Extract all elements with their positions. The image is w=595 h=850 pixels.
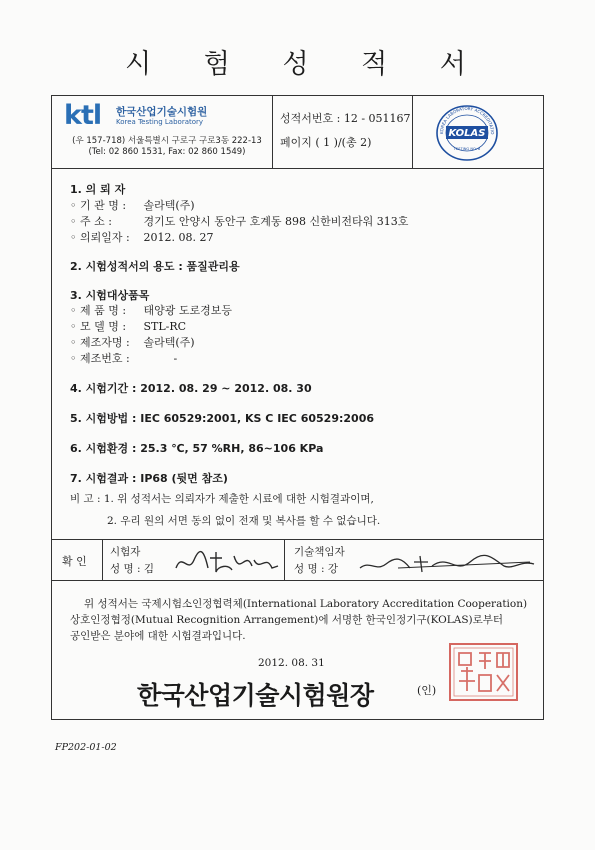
manufacturer-value: 솔라텍(주) <box>143 336 195 349</box>
header <box>52 96 543 169</box>
tech-manager-signature <box>358 550 538 576</box>
product-name-label: ◦ 제 품 명 : <box>70 304 127 317</box>
client-name-label: ◦ 기 관 명 : <box>70 199 127 212</box>
request-date-label: ◦ 의뢰일자 : <box>70 231 130 244</box>
tech-manager-cell <box>284 540 543 580</box>
issue-date: 2012. 08. 31 <box>258 657 325 669</box>
request-date-value: 2012. 08. 27 <box>143 231 214 244</box>
serial-number-value: - <box>173 352 178 365</box>
client-address-row <box>70 213 408 229</box>
tester-label: 시험자 <box>110 546 141 558</box>
form-number: FP202-01-02 <box>55 742 117 753</box>
statement-line-3: 공인받은 분야에 대한 시험결과입니다. <box>70 630 246 642</box>
org-block <box>52 96 273 168</box>
client-address-value: 경기도 안양시 동안구 호계동 898 신한비전타워 313호 <box>143 215 409 228</box>
manufacturer-row <box>70 334 195 350</box>
model-name-label: ◦ 모 델 명 : <box>70 320 127 333</box>
section-7-result: 7. 시험결과 : IP68 (뒷면 참조) <box>70 472 228 485</box>
issuer-name: 한국산업기술시험원장 <box>137 681 374 710</box>
seal-mark-text: (인) <box>417 684 437 697</box>
report-info <box>272 96 413 168</box>
org-tel-fax: (Tel: 02 860 1531, Fax: 02 860 1549) <box>88 147 246 157</box>
client-address-label: ◦ 주 소 : <box>70 215 112 228</box>
product-name-value: 태양광 도로경보등 <box>143 304 233 317</box>
confirm-label: 확 인 <box>62 555 87 568</box>
tech-manager-name: 성 명 : 강 <box>294 563 338 575</box>
svg-text:TESTING NO. 8: TESTING NO. 8 <box>453 147 481 151</box>
org-name-ko: 한국산업기술시험원 <box>116 106 208 118</box>
section-1-title: 1. 의 뢰 자 <box>70 183 126 196</box>
ktl-logo-text: ktl <box>64 100 102 131</box>
org-name-en: Korea Testing Laboratory <box>116 118 204 126</box>
svg-text:KOLAS: KOLAS <box>448 128 486 139</box>
section-4-period: 4. 시험기간 : 2012. 08. 29 ~ 2012. 08. 30 <box>70 382 312 395</box>
section-6-environment: 6. 시험환경 : 25.3 ℃, 57 %RH, 86~106 KPa <box>70 442 324 455</box>
statement-line-1: 위 성적서는 국제시험소인정협력체(International Laboratory Accreditation Cooperation) <box>84 598 528 610</box>
tech-manager-label: 기술책임자 <box>294 546 345 558</box>
serial-number-label: ◦ 제조번호 : <box>70 352 130 365</box>
kolas-block <box>412 96 543 168</box>
page-info: 페이지 ( 1 )/(총 2) <box>280 136 372 149</box>
request-date-row <box>70 229 213 245</box>
section-5-method: 5. 시험방법 : IEC 60529:2001, KS C IEC 60529:2006 <box>70 412 374 425</box>
confirm-cell <box>52 540 103 580</box>
tester-cell <box>102 540 285 580</box>
document-title: 시 험 성 적 서 <box>125 49 488 80</box>
section-2-purpose: 2. 시험성적서의 용도 : 품질관리용 <box>70 260 240 273</box>
remark-line-2: 2. 우리 원의 서면 동의 없이 전재 및 복사를 할 수 없습니다. <box>107 515 381 527</box>
ktl-logo <box>64 100 101 131</box>
signature-table <box>52 539 543 581</box>
report-number: 성적서번호 : 12 - 051167 <box>280 112 411 125</box>
section-3-title: 3. 시험대상품목 <box>70 289 150 302</box>
certificate-frame <box>51 95 544 720</box>
remark-line-1: 비 고 : 1. 위 성적서는 의뢰자가 제출한 시료에 대한 시험결과이며, <box>70 493 374 505</box>
tester-signature <box>174 546 282 578</box>
model-name-value: STL-RC <box>143 320 187 333</box>
kolas-logo <box>434 102 500 162</box>
client-name-value: 솔라텍(주) <box>143 199 195 212</box>
tester-name: 성 명 : 김 <box>110 563 154 575</box>
client-name-row <box>70 197 195 213</box>
svg-text:KOREA LABORATORY ACCREDITATION: KOREA LABORATORY ACCREDITATIO <box>438 105 496 135</box>
official-seal <box>447 641 520 703</box>
serial-number-row <box>70 350 177 366</box>
product-name-row <box>70 302 232 318</box>
org-address: (우 157-718) 서울특별시 구로구 구로3동 222-13 <box>72 136 262 146</box>
manufacturer-label: ◦ 제조자명 : <box>70 336 130 349</box>
statement-line-2: 상호인정협정(Mutual Recognition Arrangement)에 서명한 한국인정기구(KOLAS)로부터 <box>70 614 504 626</box>
model-name-row <box>70 318 186 334</box>
